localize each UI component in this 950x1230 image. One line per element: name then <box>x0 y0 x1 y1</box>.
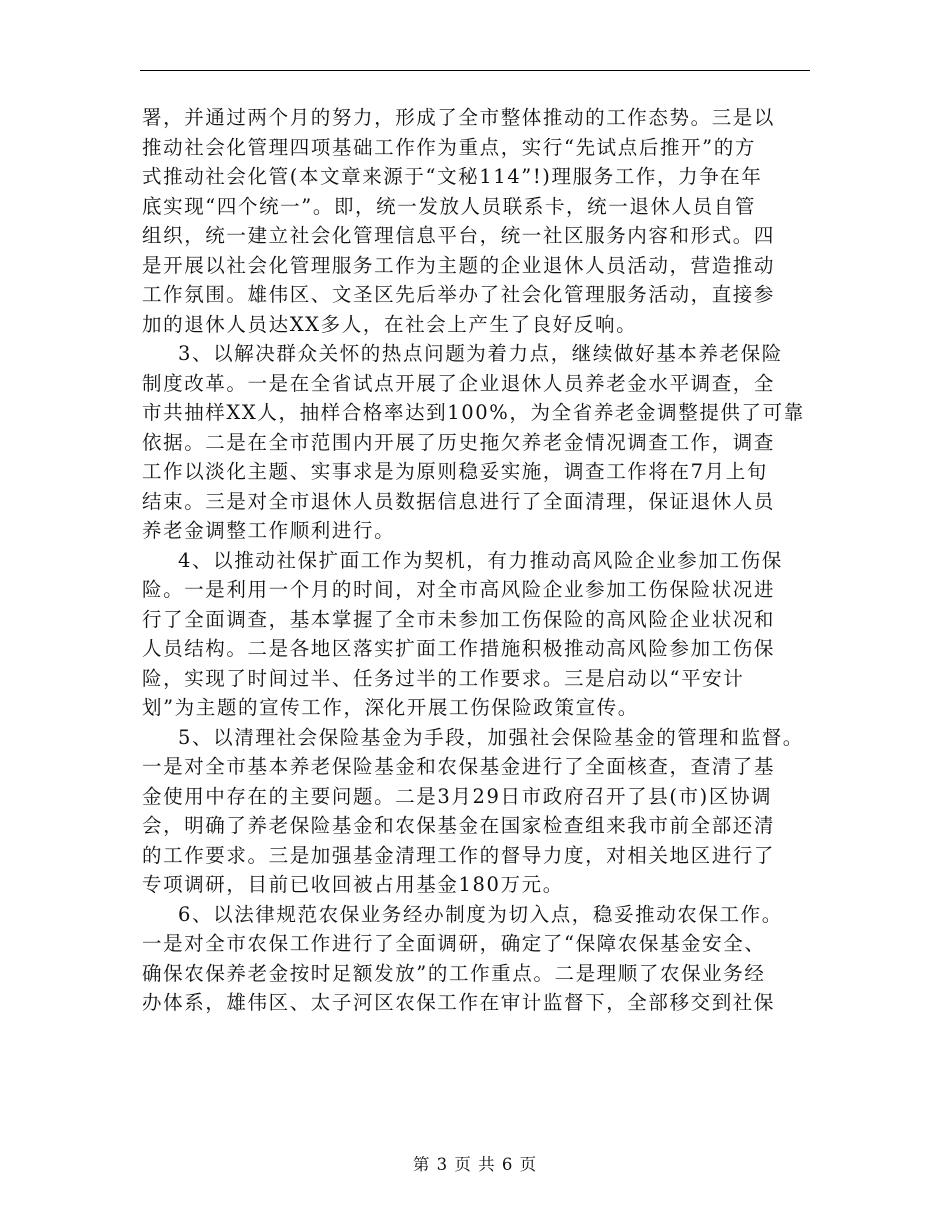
text-line: 是开展以社会化管理服务工作为主题的企业退休人员活动，营造推动 <box>142 253 776 277</box>
text-line: 的工作要求。三是加强基金清理工作的督导力度，对相关地区进行了 <box>142 843 776 867</box>
text-line: 专项调研，目前已收回被占用基金180万元。 <box>142 873 564 896</box>
text-line: 金使用中存在的主要问题。二是3月29日市政府召开了县(市)区协调 <box>142 784 773 808</box>
text-line: 加的退休人员达XX多人，在社会上产生了良好反响。 <box>142 312 638 336</box>
text-line: 制度改革。一是在全省试点开展了企业退休人员养老金水平调查，全 <box>142 371 776 395</box>
text-line: 一是对全市基本养老保险基金和农保基金进行了全面核查，查清了基 <box>142 755 776 778</box>
paragraph-first-line: 4、以推动社保扩面工作为契机，有力推动高风险企业参加工伤保 <box>178 548 783 572</box>
text-line: 式推动社会化管(本文章来源于“文秘114”!)理服务工作，力争在年 <box>142 165 763 188</box>
text-line: 依据。二是在全市范围内开展了历史拖欠养老金情况调查工作，调查 <box>142 430 776 454</box>
text-line: 市共抽样XX人，抽样合格率达到100%，为全省养老金调整提供了可靠 <box>142 401 805 424</box>
header-rule <box>140 70 810 71</box>
text-line: 行了全面调查，基本掌握了全市未参加工伤保险的高风险企业状况和 <box>142 607 776 631</box>
text-line: 确保农保养老金按时足额发放”的工作重点。二是理顺了农保业务经 <box>142 961 766 985</box>
page-footer: 第 3 页 共 6 页 <box>412 1155 538 1174</box>
text-line: 底实现“四个统一”。即，统一发放人员联系卡，统一退休人员自管 <box>142 194 756 218</box>
text-line: 一是对全市农保工作进行了全面调研，确定了“保障农保基金安全、 <box>142 932 766 955</box>
text-line: 险，实现了时间过半、任务过半的工作要求。三是启动以“平安计 <box>142 666 745 690</box>
paragraph-first-line: 3、以解决群众关怀的热点问题为着力点，继续做好基本养老保险 <box>178 342 783 365</box>
text-line: 工作氛围。雄伟区、文圣区先后举办了社会化管理服务活动，直接参 <box>142 283 776 306</box>
paragraph-first-line: 6、以法律规范农保业务经办制度为切入点，稳妥推动农保工作。 <box>178 902 783 926</box>
text-line: 组织，统一建立社会化管理信息平台，统一社区服务内容和形式。四 <box>142 224 776 247</box>
text-line: 推动社会化管理四项基础工作作为重点，实行“先试点后推开”的方 <box>142 135 756 159</box>
text-line: 结束。三是对全市退休人员数据信息进行了全面清理，保证退休人员 <box>142 489 776 513</box>
text-line: 工作以淡化主题、实事求是为原则稳妥实施，调查工作将在7月上旬 <box>142 460 768 483</box>
text-line: 划”为主题的宣传工作，深化开展工伤保险政策宣传。 <box>142 696 639 719</box>
paragraph-first-line: 5、以清理社会保险基金为手段，加强社会保险基金的管理和监督。 <box>178 725 804 749</box>
text-line: 人员结构。二是各地区落实扩面工作措施积极推动高风险参加工伤保 <box>142 637 776 660</box>
text-line: 养老金调整工作顺利进行。 <box>142 519 396 542</box>
text-line: 署，并通过两个月的努力，形成了全市整体推动的工作态势。三是以 <box>142 106 776 129</box>
text-line: 会，明确了养老保险基金和农保基金在国家检查组来我市前全部还清 <box>142 814 776 837</box>
text-line: 险。一是利用一个月的时间，对全市高风险企业参加工伤保险状况进 <box>142 578 776 601</box>
document-body <box>142 103 822 1018</box>
text-line: 办体系，雄伟区、太子河区农保工作在审计监督下，全部移交到社保 <box>142 991 776 1014</box>
